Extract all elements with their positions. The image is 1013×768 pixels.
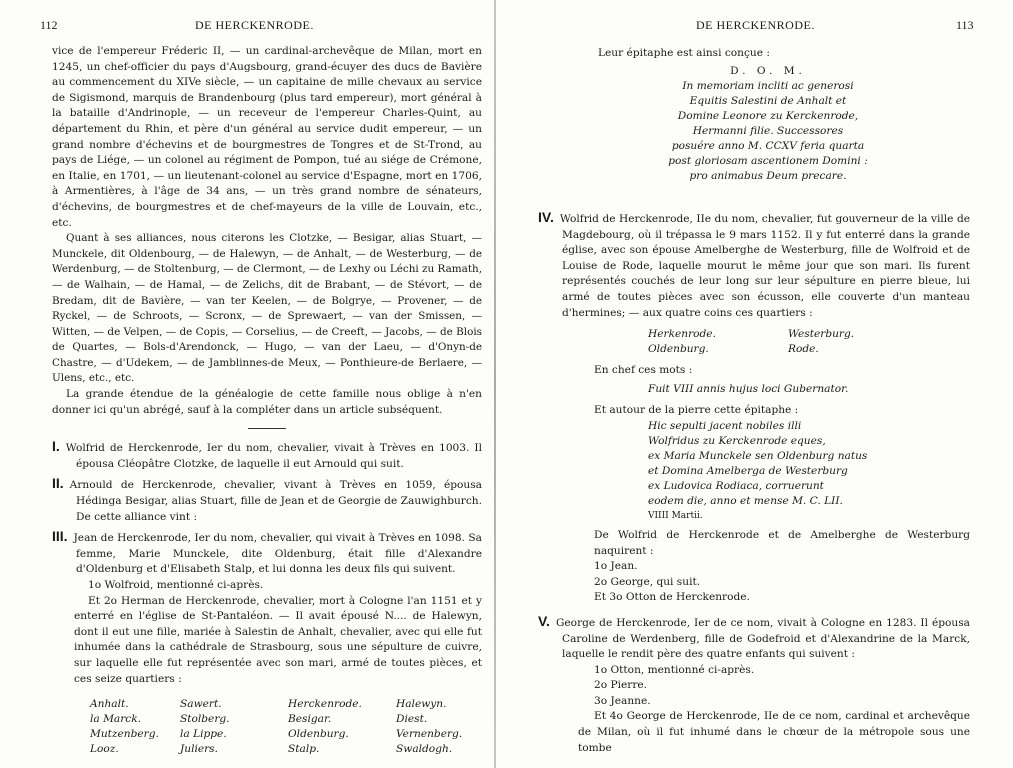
generation-3-number: III. — [52, 528, 68, 545]
left-running-header: DE HERCKENRODE. — [195, 18, 314, 32]
autour-intro: Et autour de la pierre cette épitaphe : — [594, 404, 799, 417]
epitaph-line: Domine Leonore zu Kerckenrode, — [677, 109, 859, 122]
quarter-cell: Stolberg. — [180, 713, 230, 726]
quarter-cell: Herkenrode. — [648, 328, 716, 341]
quarter-cell: Oldenburg. — [648, 343, 709, 356]
generation-4-number: IV. — [538, 209, 554, 225]
quarter-cell: Mutzenberg. — [90, 728, 159, 741]
generation-5-text: George de Herckenrode, Ier de ce nom, vivait à Cologne en 1283. Il épousa Caroline de Werdenberg, fille de Godefroid et d'Alexandrine de la Marck, laquelle le rendit père des quatre enfants qui suivent : — [555, 616, 970, 661]
epitaph-line: Wolfridus zu Kerckenrode eques, — [648, 434, 826, 447]
right-page — [498, 0, 1013, 768]
epitaph-line: pro animabus Deum precare. — [689, 169, 847, 182]
quarter-cell: Swaldogh. — [396, 743, 453, 756]
chef-inscription: Fuit VIII annis hujus loci Gubernator. — [648, 382, 849, 395]
quarter-cell: la Marck. — [90, 713, 142, 726]
left-body — [52, 44, 482, 757]
children-intro: De Wolfrid de Herckenrode et de Amelberghe de Westerburg naquirent : — [594, 528, 970, 557]
book-gutter — [494, 0, 496, 768]
generation-2-number: II. — [52, 475, 64, 492]
quarter-cell: la Lippe. — [180, 728, 227, 741]
quarter-cell: Anhalt. — [90, 698, 129, 711]
epitaph-line: eodem die, anno et mense M. C. LII. — [648, 494, 843, 507]
right-running-header: DE HERCKENRODE. — [696, 18, 815, 32]
quarter-cell: Sawert. — [180, 698, 222, 711]
quarter-cell: Oldenburg. — [288, 728, 349, 741]
generation-1-text: Wolfrid de Herckenrode, Ier du nom, chevalier, vivait à Trèves en 1003. Il épousa Cléopâtre Clotzke, de laquelle il eut Arnould qui suit. — [65, 442, 482, 470]
generation-5-number: V. — [538, 612, 550, 629]
generation-5-child-4: Et 4o George de Herckenrode, IIe de ce nom, cardinal et archevêque de Milan, où il fut inhumé dans le chœur de la métropole sous une tombe — [578, 710, 970, 754]
quarter-cell: Looz. — [90, 743, 119, 756]
sixteen-quarters-table — [90, 697, 482, 757]
epitaph-line: Hic sepulti jacent nobiles illi — [648, 419, 802, 432]
child-item: Et 3o Otton de Herckenrode. — [594, 591, 750, 604]
generation-3-child-2: Et 2o Herman de Herckenrode, chevalier, mort à Cologne l'an 1151 et y enterré en l'église de St-Pantaléon. — Il avait épousé N.... de Halewyn, dont il eut une fille, mariée à Salestin de Anhalt, chevalier, avec qui elle fut inhumée dans la cathédrale de Strasbourg, sous une sépulture de cuivre, sur laquelle elle fut représentée avec son mari, armé de toutes pièces, et ces seize quartiers : — [74, 594, 482, 685]
child-item: 2o George, qui suit. — [594, 575, 701, 588]
epitaph-line: Equitis Salestini de Anhalt et — [689, 94, 847, 107]
generation-4 — [538, 210, 970, 321]
epitaph-line: et Domina Amelberga de Westerburg — [648, 464, 848, 477]
paragraph-offices: vice de l'empereur Fréderic II, — un cardinal-archevêque de Milan, mort en 1245, un chef-officier du pays d'Augsbourg, grand-écuyer des ducs de Bavière au commencement du XIVe siècle, — un capitaine de mille chevaux au service de Sigismond, marquis de Brandenbourg (plus tard empereur), mort général à la bataille d'Andrinople, — un receveur de l'empereur Charles-Quint, au département du Rhin, et père d'un général au service dudit empereur, — un grand nombre d'échevins et de bourgmestres de Tongres et de St-Trond, au pays de Liége, — un colonel au régiment de Pompon, tué au siége de Crémone, en Italie, en 1701, — un lieutenant-colonel au service d'Espagne, mort en 1706, à Armentières, à l'âge de 34 ans, — un très grand nombre de sénateurs, d'échevins, de bourgmestres et de chef-mayeurs de la ville de Louvain, etc., etc. — [52, 45, 482, 229]
right-body — [568, 46, 968, 184]
paragraph-alliances: Quant à ses alliances, nous citerons les Clotzke, — Besigar, alias Stuart, — Munckele, dit Oldenbourg, — de Halewyn, — de Anhalt, — de Westerburg, — de Werdenburg, — de Stoltenburg, — de Clermont, — de Lexhy ou Léchi zu Ramath, — de Walhain, — de Hamal, — de Zelichs, dit de Brabant, — de Stévort, — de Bredam, dit de Bavière, — van ter Keelen, — de Bolgrye, — Provener, — de Ryckel, — de Schroots, — Scronx, — de Sprewaert, — van der Smissen, — Witten, — de Velpen, — de Copis, — Corselius, — de Creeft, — Jacobs, — de Blois de Quartes, — Bols-d'Arendonck, — Hugo, — van der Laeu, — d'Onyn-de Chastre, — d'Udekem, — de Jamblinnes-de Meux, — Ponthieure-de Berlaere, — Ulens, etc., etc. — [52, 232, 482, 385]
quarter-cell: Juliers. — [180, 743, 218, 756]
epitaph-line: ex Ludovica Rodiaca, corruerunt — [648, 479, 824, 492]
child-item: 2o Pierre. — [594, 679, 648, 692]
epitaph-anhalt — [568, 64, 968, 184]
left-page — [0, 0, 494, 768]
epitaph-line: D. O. M. — [730, 64, 806, 77]
quarter-cell: Westerburg. — [788, 328, 855, 341]
quarter-cell: Stalp. — [288, 743, 320, 756]
generation-2 — [52, 476, 482, 525]
generation-5 — [538, 614, 970, 663]
quarter-cell: Vernenberg. — [396, 728, 463, 741]
epitaph-line: ex Maria Munckele sen Oldenburg natus — [648, 449, 868, 462]
generation-3 — [52, 529, 482, 578]
right-body-main — [538, 210, 970, 756]
epitaph-intro: Leur épitaphe est ainsi conçue : — [598, 47, 770, 59]
quarter-cell: Halewyn. — [396, 698, 447, 711]
child-item: 1o Jean. — [594, 560, 638, 573]
right-page-number: 113 — [956, 18, 974, 32]
generation-1-number: I. — [52, 438, 60, 455]
paragraph-extent: La grande étendue de la généalogie de cette famille nous oblige à n'en donner ici qu'un abrégé, sauf à la compléter dans un article subséquent. — [52, 388, 482, 416]
section-separator — [248, 428, 286, 429]
quarter-cell: Besigar. — [288, 713, 332, 726]
generation-3-text: Jean de Herckenrode, Ier du nom, chevalier, qui vivait à Trèves en 1098. Sa femme, Marie Munckele, dite Oldenburg, était fille d'Alexandre d'Oldenburg et d'Elisabeth Stalp, et lui donna les deux fils qui suivent. — [73, 532, 482, 576]
four-quarters-table — [648, 327, 970, 357]
left-page-number: 112 — [40, 18, 58, 32]
child-item: 1o Otton, mentionné ci-après. — [594, 663, 755, 676]
generation-3-child-1: 1o Wolfroid, mentionné ci-après. — [88, 579, 264, 591]
epitaph-line: posuére anno M. CCXV feria quarta — [671, 139, 865, 152]
epitaph-line: Hermanni filie. Successores — [692, 124, 844, 137]
epitaph-line: VIIII Martii. — [648, 510, 703, 521]
epitaph-line: post gloriosam ascentionem Domini : — [668, 154, 868, 167]
quarter-cell: Herckenrode. — [288, 698, 362, 711]
quarter-cell: Diest. — [396, 713, 428, 726]
epitaph-westerburg — [538, 419, 970, 524]
epitaph-line: In memoriam incliti ac generosi — [682, 79, 854, 92]
chef-intro: En chef ces mots : — [594, 364, 693, 377]
generation-2-text: Arnould de Herckenrode, chevalier, vivant à Trèves en 1059, épousa Hédinga Besigar, alias Stuart, fille de Jean et de Georgie de Zauwighburch. De cette alliance vint : — [69, 479, 482, 523]
quarter-cell: Rode. — [788, 343, 819, 356]
child-item: 3o Jeanne. — [594, 694, 651, 707]
generation-1 — [52, 439, 482, 472]
generation-4-text: Wolfrid de Herckenrode, IIe du nom, chevalier, fut gouverneur de la ville de Magdebourg, où il trépassa le 9 mars 1152. Il y fut enterré dans la grande église, avec son épouse Amelberghe de Westerburg, fille de Wolfroid et de Louise de Rode, laquelle mourut le même jour que son mari. Ils furent représentés couchés de leur long sur leur sépulture en pierre bleue, lui armé de toutes pièces avec son écusson, elle couverte d'un manteau d'hermines; — aux quatre coins ces quartiers : — [559, 213, 970, 319]
